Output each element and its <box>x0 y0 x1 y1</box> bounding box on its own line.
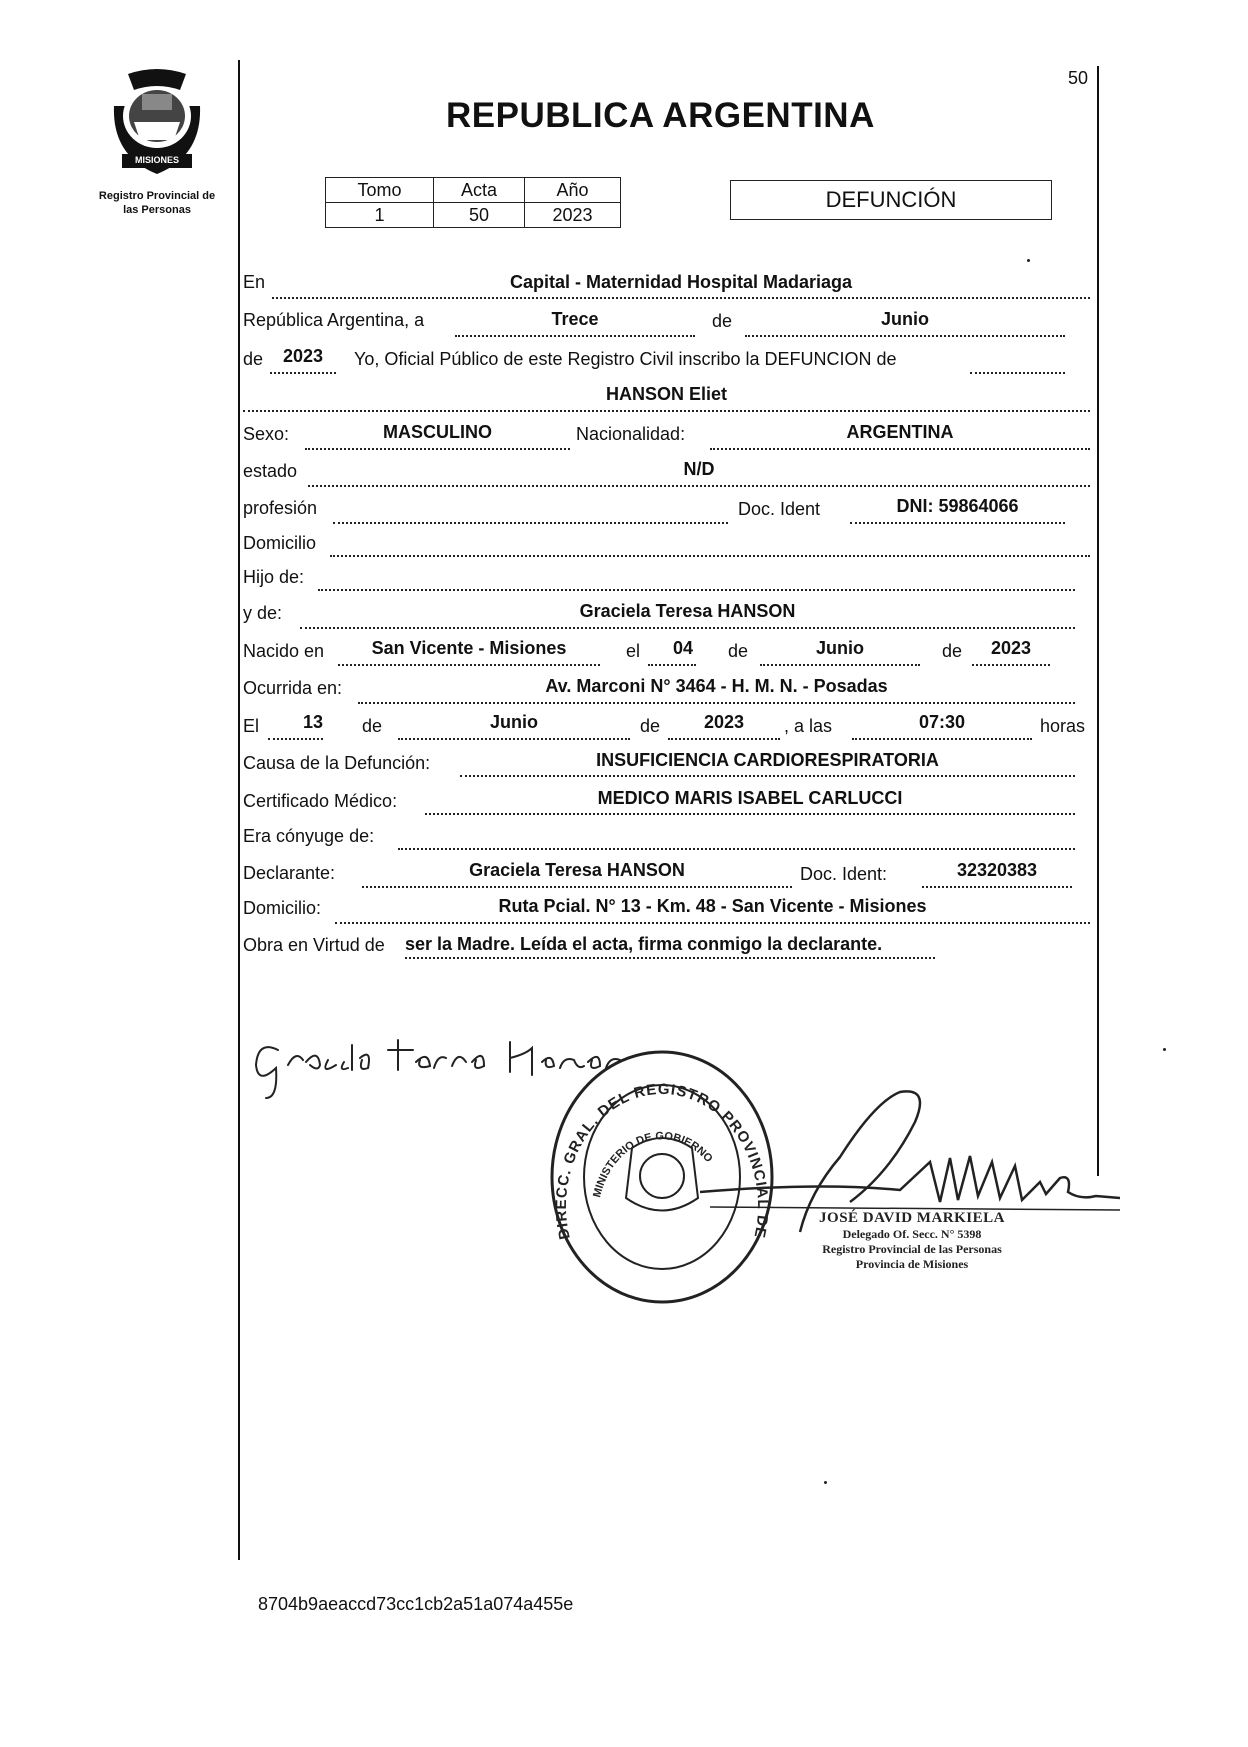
inscribo-text: Yo, Oficial Público de este Registro Civil inscribo la DEFUNCION de <box>354 349 897 369</box>
nacionalidad-value: ARGENTINA <box>846 422 954 442</box>
muerte-mes-line <box>398 738 630 740</box>
declarante-label: Declarante: <box>243 863 336 883</box>
obra-line <box>405 957 935 959</box>
nacido-el-label: el <box>626 641 641 661</box>
estado-value: N/D <box>683 459 715 479</box>
table-header-acta: Acta <box>434 178 525 203</box>
domicilio-label: Domicilio <box>243 533 317 553</box>
stamp-province: Provincia de Misiones <box>855 1257 969 1271</box>
nacionalidad-label: Nacionalidad: <box>576 424 686 444</box>
profesion-label: profesión <box>243 498 318 518</box>
causa-line <box>460 775 1075 777</box>
deceased-name: HANSON Eliet <box>605 384 728 404</box>
name-line <box>243 410 1090 412</box>
official-stamp-block <box>782 1210 1042 1272</box>
table-value-acta: 50 <box>434 203 525 228</box>
muerte-de-label: de <box>362 716 383 736</box>
declarante-doc-value: 32320383 <box>956 860 1038 880</box>
register-table <box>325 177 621 228</box>
page-title: REPUBLICA ARGENTINA <box>446 96 875 135</box>
hijo-de-label: Hijo de: <box>243 567 305 587</box>
nacido-anio-line <box>972 664 1050 666</box>
declarante-line <box>362 886 792 888</box>
right-margin-line <box>1097 66 1099 1176</box>
seal-outer-text: DIRECC. GRAL. DEL REGISTRO PROVINCIAL DE <box>552 1080 772 1241</box>
inscribo-trail-line <box>970 372 1065 374</box>
republica-label: República Argentina, a <box>243 310 425 330</box>
doc-ident-label: Doc. Ident <box>738 499 821 519</box>
estado-line <box>308 485 1090 487</box>
year-line <box>270 372 336 374</box>
declarante-doc-label: Doc. Ident: <box>800 864 888 884</box>
domicilio2-line <box>335 922 1090 924</box>
certificado-value: MEDICO MARIS ISABEL CARLUCCI <box>597 788 903 808</box>
nacido-anio-value: 2023 <box>990 638 1032 658</box>
certificado-label: Certificado Médico: <box>243 791 398 811</box>
estado-label: estado <box>243 461 298 481</box>
obra-label: Obra en Virtud de <box>243 935 385 955</box>
nacido-de2-label: de <box>942 641 963 661</box>
muerte-anio-value: 2023 <box>703 712 745 732</box>
en-label: En <box>243 272 266 292</box>
muerte-anio-line <box>668 738 780 740</box>
stray-dot-2 <box>1163 1048 1166 1051</box>
stamp-officer-title: Delegado Of. Secc. N° 5398 <box>842 1227 982 1241</box>
stamp-officer-name: JOSÉ DAVID MARKIELA <box>819 1210 1005 1226</box>
mes-line <box>745 335 1065 337</box>
nacido-dia-value: 04 <box>672 638 694 658</box>
causa-value: INSUFICIENCIA CARDIORESPIRATORIA <box>596 750 939 770</box>
dia-line <box>455 335 695 337</box>
muerte-hora-value: 07:30 <box>918 712 966 732</box>
domicilio2-value: Ruta Pcial. N° 13 - Km. 48 - San Vicente - Misiones <box>498 896 927 916</box>
declarante-value: Graciela Teresa HANSON <box>469 860 685 880</box>
certificado-line <box>425 813 1075 815</box>
sexo-line <box>305 448 570 450</box>
dia-value: Trece <box>551 309 599 329</box>
y-de-line <box>300 627 1075 629</box>
misiones-logo <box>104 66 210 178</box>
conyuge-line <box>398 848 1075 850</box>
doc-ident-line <box>850 522 1065 524</box>
nacido-mes-line <box>760 664 920 666</box>
muerte-alas-label: , a las <box>784 716 833 736</box>
stamp-registry-name: Registro Provincial de las Personas <box>822 1242 1002 1256</box>
muerte-hora-line <box>852 738 1032 740</box>
en-value: Capital - Maternidad Hospital Madariaga <box>509 272 853 292</box>
muerte-el-label: El <box>243 716 260 736</box>
muerte-horas-label: horas <box>1040 716 1086 736</box>
declarante-doc-line <box>922 886 1072 888</box>
document-hash: 8704b9aeaccd73cc1cb2a51a074a455e <box>258 1594 574 1614</box>
nacido-lugar-value: San Vicente - Misiones <box>371 638 567 658</box>
en-line <box>272 297 1090 299</box>
nacido-label: Nacido en <box>243 641 325 661</box>
causa-label: Causa de la Defunción: <box>243 753 431 773</box>
sexo-label: Sexo: <box>243 424 290 444</box>
year-de-label: de <box>243 349 264 369</box>
ocurrida-label: Ocurrida en: <box>243 678 343 698</box>
muerte-de2-label: de <box>640 716 661 736</box>
registry-caption-line1: Registro Provincial de <box>98 190 216 202</box>
stray-dot-3 <box>824 1481 827 1484</box>
nacido-dia-line <box>648 664 696 666</box>
conyuge-label: Era cónyuge de: <box>243 826 375 846</box>
ocurrida-line <box>358 702 1075 704</box>
hijo-de-line <box>318 589 1075 591</box>
sexo-value: MASCULINO <box>383 422 492 442</box>
table-value-anio: 2023 <box>525 203 621 228</box>
obra-value: ser la Madre. Leída el acta, firma conmigo la declarante. <box>405 934 883 954</box>
nacido-lugar-line <box>338 664 600 666</box>
republica-de-label: de <box>712 311 733 331</box>
logo-misiones-text: MISIONES <box>134 155 179 165</box>
ocurrida-value: Av. Marconi N° 3464 - H. M. N. - Posadas <box>545 676 888 696</box>
seal-inner-text: MINISTERIO DE GOBIERNO <box>591 1130 715 1199</box>
nacido-de-label: de <box>728 641 749 661</box>
nacionalidad-line <box>710 448 1090 450</box>
page-number: 50 <box>1068 68 1089 88</box>
year-value: 2023 <box>282 346 324 366</box>
table-value-tomo: 1 <box>326 203 434 228</box>
muerte-dia-line <box>268 738 323 740</box>
left-margin-line <box>238 60 240 1560</box>
y-de-value: Graciela Teresa HANSON <box>579 601 796 621</box>
table-header-anio: Año <box>525 178 621 203</box>
stray-dot-1 <box>1027 259 1030 262</box>
muerte-dia-value: 13 <box>302 712 324 732</box>
record-type-box: DEFUNCIÓN <box>730 180 1052 220</box>
muerte-mes-value: Junio <box>490 712 538 732</box>
domicilio2-label: Domicilio: <box>243 898 322 918</box>
domicilio-line <box>330 555 1090 557</box>
y-de-label: y de: <box>243 603 283 623</box>
mes-value: Junio <box>881 309 929 329</box>
doc-ident-value: DNI: 59864066 <box>896 496 1019 516</box>
registry-caption-line2: las Personas <box>123 204 191 216</box>
profesion-line <box>333 522 728 524</box>
nacido-mes-value: Junio <box>816 638 864 658</box>
table-header-tomo: Tomo <box>326 178 434 203</box>
